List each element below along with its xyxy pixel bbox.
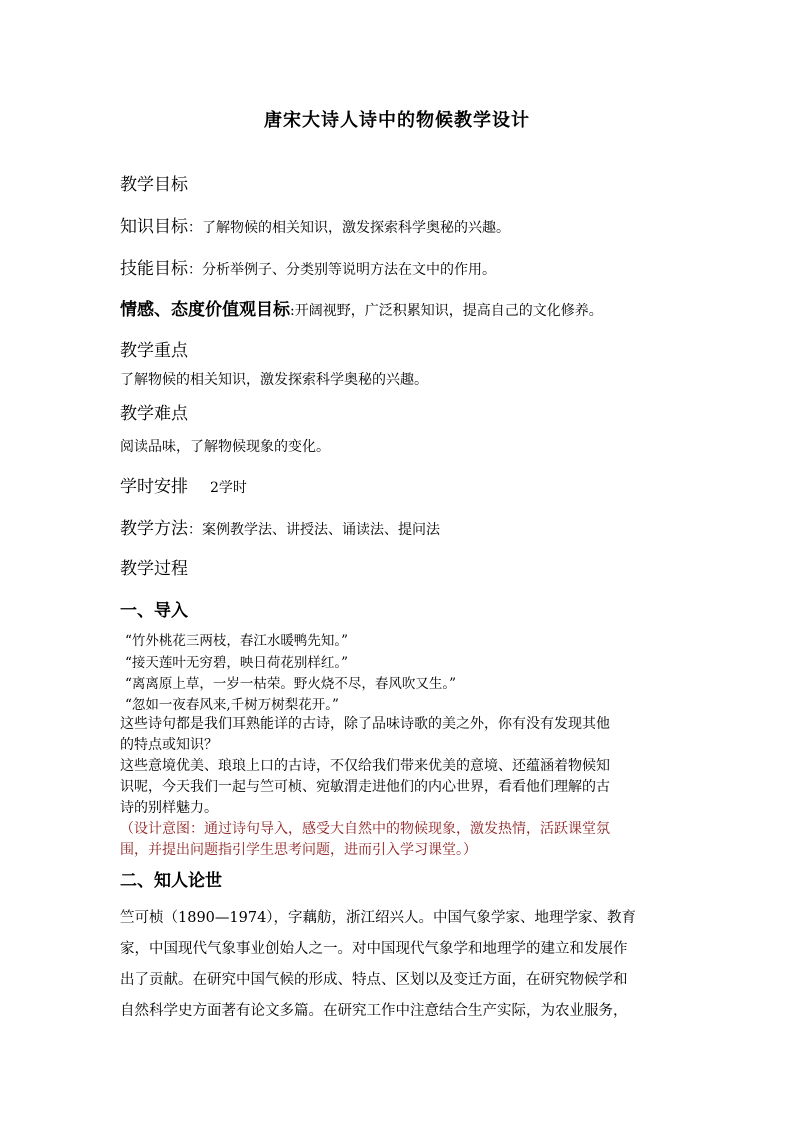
- quote-line: “忽如一夜春风来,千树万树梨花开。”: [125, 697, 339, 713]
- skill-goal-text: ：分析举例子、分类别等说明方法在文中的作用。: [188, 262, 496, 278]
- methods-label: 教学方法: [120, 519, 188, 539]
- intro-para2-line: 诗的别样魅力。: [120, 800, 218, 816]
- intro-para2-line: 这些意境优美、琅琅上口的古诗，不仅给我们带来优美的意境、还蕴涵着物候知: [120, 758, 610, 774]
- knowledge-goal-text: ：了解物候的相关知识，激发探索科学奥秘的兴趣。: [188, 220, 510, 236]
- emotion-goal: [120, 295, 603, 320]
- difficult-points-text: 阅读品味，了解物候现象的变化。: [120, 439, 330, 455]
- author-heading: 二、知人论世: [120, 871, 222, 891]
- methods-text: ：案例教学法、讲授法、诵读法、提问法: [188, 522, 440, 538]
- skill-goal-label: 技能目标: [120, 259, 188, 279]
- author-line: 自然科学史方面著有论文多篇。在研究工作中注意结合生产实际，为农业服务，: [120, 1003, 628, 1019]
- knowledge-goal: [120, 212, 510, 237]
- schedule-value: 2学时: [210, 480, 247, 496]
- skill-goal: [120, 254, 496, 279]
- intro-para1-line: 的特点或知识？: [120, 737, 218, 753]
- intro-para1-line: 这些诗句都是我们耳熟能详的古诗，除了品味诗歌的美之外，你有没有发现其他: [120, 716, 610, 732]
- quote-line: “接天莲叶无穷碧，映日荷花别样红。”: [125, 655, 349, 671]
- key-points-heading: 教学重点: [120, 341, 188, 361]
- author-line: 竺可桢（1890—1974），字藕舫，浙江绍兴人。中国气象学家、地理学家、教育: [120, 910, 637, 926]
- intro-heading: 一、导入: [120, 601, 188, 621]
- key-points-text: 了解物候的相关知识，激发探索科学奥秘的兴趣。: [120, 372, 428, 388]
- quote-line: “竹外桃花三两枝，春江水暖鸭先知。”: [125, 633, 349, 649]
- document-title: 唐宋大诗人诗中的物候教学设计: [264, 110, 530, 131]
- quote-line: “离离原上草，一岁一枯荣。野火烧不尽，春风吹又生。”: [125, 676, 457, 692]
- intro-para2-line: 识呢，今天我们一起与竺可桢、宛敏渭走进他们的内心世界，看看他们理解的古: [120, 779, 610, 795]
- difficult-points-heading: 教学难点: [120, 404, 188, 424]
- emotion-goal-text: :开阔视野，广泛积累知识，提高自己的文化修养。: [290, 303, 603, 319]
- design-note-line: 围，并提出问题指引学生思考问题，进而引入学习课堂。）: [120, 842, 477, 858]
- author-line: 出了贡献。在研究中国气候的形成、特点、区划以及变迁方面，在研究物候学和: [120, 972, 628, 988]
- emotion-goal-label: 情感、态度价值观目标: [120, 300, 290, 320]
- schedule-label: 学时安排: [120, 477, 188, 497]
- knowledge-goal-label: 知识目标: [120, 217, 188, 237]
- author-line: 家，中国现代气象事业创始人之一。对中国现代气象学和地理学的建立和发展作: [120, 941, 628, 957]
- methods: [120, 514, 440, 539]
- teaching-goals-heading: 教学目标: [120, 175, 188, 195]
- design-note-line: （设计意图：通过诗句导入，感受大自然中的物候现象，激发热情，活跃课堂氛: [120, 821, 610, 837]
- schedule: [120, 472, 247, 497]
- process-heading: 教学过程: [120, 559, 188, 579]
